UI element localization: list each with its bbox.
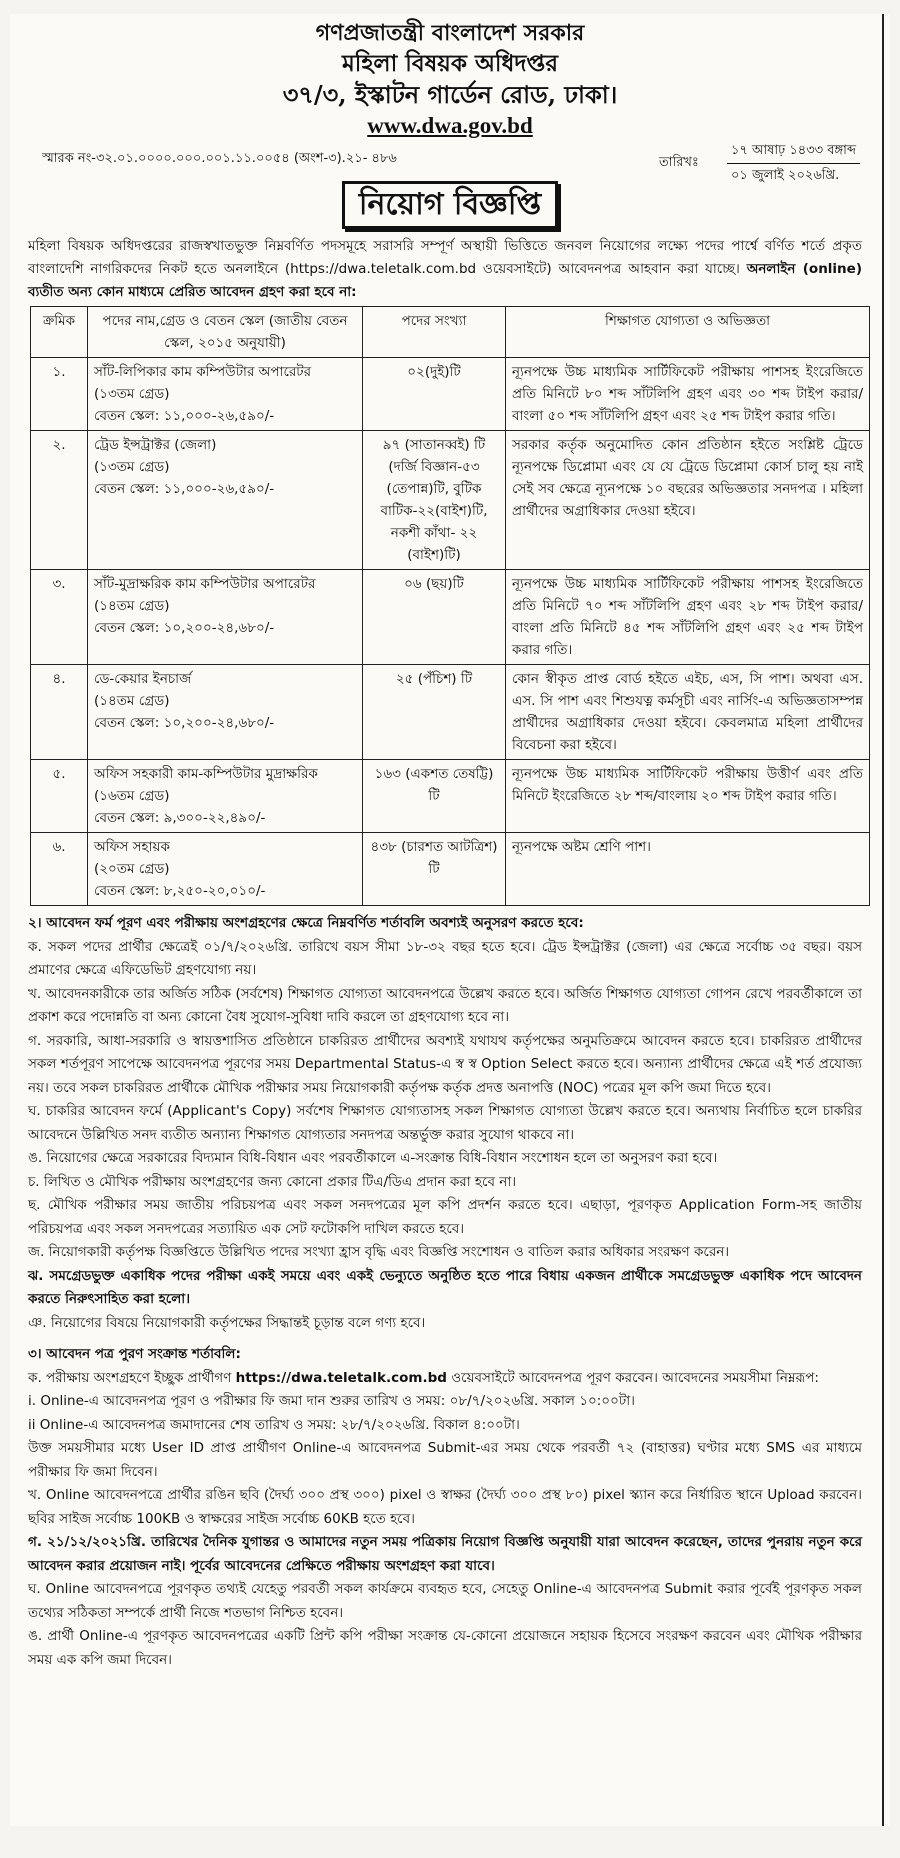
department-address: ৩৭/৩, ইস্কাটন গার্ডেন রোড, ঢাকা। — [282, 80, 618, 109]
condition-item: ঙ. নিয়োগের ক্ষেত্রে সরকারের বিদ্যমান বিধি-বিধান এবং পরবর্তীকালে এ-সংক্রান্ত বিধি-বিধান সংশোধন হলে তা অনুসরণ করা হবে। — [28, 1150, 718, 1166]
col-post-count: পদের সংখ্যা — [363, 307, 506, 358]
row-qualification: ন্যূনপক্ষে উচ্চ মাধ্যমিক সার্টিফিকেট পরীক্ষায় পাশসহ ইংরেজিতে প্রতি মিনিটে ৮০ শব্দ সাঁটলিপি গ্রহণ এবং ৩০ শব্দ টাইপ করার/বাংলা ৫০ শব্দ সাঁটলিপি গ্রহণ এবং ২৫ শব্দ টাইপ করার গতি। — [506, 358, 870, 431]
row-serial: ২. — [31, 431, 88, 570]
table-header-row — [31, 307, 870, 358]
post-name: সাঁট-লিপিকার কাম কম্পিউটার অপারেটর — [94, 364, 312, 380]
post-name: অফিস সহকারী কাম-কম্পিউটার মুদ্রাক্ষরিক — [94, 766, 318, 782]
item-k-text: ক. পরীক্ষায় অংশগ্রহণে ইচ্ছুক প্রার্থীগণ — [28, 1369, 232, 1386]
row-post — [88, 431, 363, 570]
condition-item: গ. সরকারি, আধা-সরকারি ও স্বায়ত্তশাসিত প্রতিষ্ঠানে চাকরিরত প্রার্থীদের অবশ্যই যথাযথ কর্তৃপক্ষের অনুমতিক্রমে আবেদন করতে হবে। চাকরিরত প্রার্থীদের সকল শর্তপূরণ সাপেক্ষে আবেদনপত্র পূরণের সময় Departmental Status-এ স্ব স্ব Option Select করতে হবে। অন্যান্য প্রার্থীদের ক্ষেত্রে এই শর্ত প্রযোজ্য নয়। তবে সকল চাকরিরত প্রার্থীকে মৌখিক পরীক্ষার সময় নিয়োগকারী কর্তৃপক্ষ কর্তৃক প্রদত্ত অনাপত্তি (NOC) পত্রের মূল কপি জমা দিতে হবে। — [28, 1032, 862, 1096]
header — [10, 14, 890, 141]
row-count: ৯৭ (সাতানব্বই) টি (দর্জি বিজ্ঞান-৫৩ (তেপান্ন)টি, বুটিক বাটিক-২২(বাইশ)টি, নকশী কাঁথা- ২২ (বাইশ)টি) — [363, 431, 506, 570]
section-3 — [10, 1343, 890, 1672]
condition-item: ঘ. চাকরির আবেদন ফর্মে (Applicant's Copy) সর্বশেষ শিক্ষাগত যোগ্যতাসহ সকল শিক্ষাগত যোগ্যতা উল্লেখ করতে হবে। অন্যথায় নির্বাচিত হলে চাকরির আবেদনে উল্লিখিত সনদ ব্যতীত অন্যান্য শিক্ষাগত যোগ্যতার সনদপত্র অন্তর্ভুক্ত করার সুযোগ থাকবে না। — [28, 1103, 862, 1143]
row-qualification: ন্যূনপক্ষে উচ্চ মাধ্যমিক সার্টিফিকেট পরীক্ষায় পাশসহ ইংরেজিতে প্রতি মিনিটে ৭০ শব্দ সাঁটলিপি গ্রহণ এবং ২৮ শব্দ টাইপ করার/বাংলা প্রতি মিনিটে ৪৫ শব্দ সাঁটলিপি গ্রহণ এবং ২৫ শব্দ টাইপ করার গতি। — [506, 570, 870, 665]
intro-paragraph — [10, 229, 890, 304]
condition-item-bold: ঝ. সমগ্রেডভুক্ত একাধিক পদের পরীক্ষা একই সময়ে এবং একই ভেন্যুতে অনুষ্ঠিত হতে পারে বিধায় একজন প্রার্থীকে সমগ্রেডভুক্ত একাধিক পদে আবেদন করতে নিরুৎসাহিত করা হলো। — [28, 1267, 862, 1307]
date-gregorian: ০১ জুলাই ২০২৬খ্রি. — [730, 168, 840, 183]
department-name: মহিলা বিষয়ক অধিদপ্তর — [342, 50, 558, 77]
date-bangla: ১৭ আষাঢ় ১৪৩৩ বঙ্গাব্দ — [727, 141, 860, 164]
row-serial: ১. — [31, 358, 88, 431]
memo-row — [10, 141, 890, 197]
post-scale: বেতন স্কেল: ৮,২৫০-২০,০১০/- — [94, 883, 266, 899]
table-row — [31, 665, 870, 760]
item-k-text-rest: ওয়েবসাইটে আবেদনপত্র পূরণ করবেন। আবেদনের সময়সীমা নিম্নরূপ: — [451, 1369, 819, 1386]
table-row — [31, 570, 870, 665]
post-grade: (২০তম গ্রেড) — [94, 861, 170, 877]
memo-number: স্মারক নং-৩২.০১.০০০০.০০০.০০১.১১.০০৫৪ (অংশ-৩).২১- ৪৮৬ — [42, 151, 397, 166]
intro-bold-note: অনলাইন (online) ব্যতীত অন্য কোন মাধ্যমে প্রেরিত আবেদন গ্রহণ করা হবে না: — [28, 261, 862, 300]
row-qualification: ন্যূনপক্ষে উচ্চ মাধ্যমিক সার্টিফিকেট পরীক্ষায় উত্তীর্ণ এবং প্রতি মিনিটে ইংরেজিতে ২৮ শব্দ/বাংলায় ২০ শব্দ টাইপ করার গতি। — [506, 760, 870, 833]
application-start-date: i. Online-এ আবেদনপত্র পূরণ ও পরীক্ষার ফি জমা দান শুরুর তারিখ ও সময়: ০৮/৭/২০২৬খ্রি. সকাল ১০:০০টা। — [28, 1393, 635, 1409]
table-row — [31, 431, 870, 570]
application-end-date: ii Online-এ আবেদনপত্র জমাদানের শেষ তারিখ ও সময়: ২৮/৭/২০২৬খ্রি. বিকাল ৪:০০টা। — [28, 1416, 520, 1433]
posts-table — [30, 306, 870, 906]
post-name: ট্রেড ইন্সট্রাক্টর (জেলা) — [94, 437, 217, 453]
section-2-heading: ২। আবেদন ফর্ম পূরণ এবং পরীক্ষায় অংশগ্রহণের ক্ষেত্রে নিম্নবর্ণিত শর্তাবলি অবশ্যই অনুসরণ করতে হবে: — [28, 915, 584, 931]
row-qualification: ন্যূনপক্ষে অষ্টম শ্রেণি পাশ। — [506, 833, 870, 906]
table-row — [31, 358, 870, 431]
row-post — [88, 358, 363, 431]
row-post — [88, 760, 363, 833]
application-item-k — [28, 1367, 862, 1391]
row-qualification: কোন স্বীকৃত প্রাপ্ত বোর্ড হইতে এইচ, এস, সি পাশ। অথবা এস. এস. সি পাশ এবং শিশুযত্ন কর্মসূচী এবং নার্সিং-এ অভিজ্ঞতাসম্পন্ন প্রার্থীদের অগ্রাধিকার দেওয়া হইবে। কেবলমাত্র মহিলা প্রার্থীদের বিবেচনা করা হইবে। — [506, 665, 870, 760]
col-post-name: পদের নাম,গ্রেড ও বেতন স্কেল (জাতীয় বেতন স্কেল, ২০১৫ অনুযায়ী) — [88, 307, 363, 358]
row-post — [88, 833, 363, 906]
notice-title: নিয়োগ বিজ্ঞপ্তি — [342, 181, 558, 229]
row-count: ০৬ (ছয়)টি — [363, 570, 506, 665]
application-item-g: গ. ২১/১২/২০২১খ্রি. তারিখের দৈনিক যুগান্তর ও আমাদের নতুন সময় পত্রিকায় নিয়োগ বিজ্ঞপ্তি অনুযায়ী যারা আবেদন করেছেন, তাদের পুনরায় নতুন করে আবেদন করার প্রয়োজন নাই। পূর্বের আবেদনের প্রেক্ষিতে পরীক্ষায় অংশগ্রহণ করা যাবে। — [28, 1534, 862, 1574]
condition-item: ক. সকল পদের প্রার্থীর ক্ষেত্রেই ০১/৭/২০২৬খ্রি. তারিখে বয়স সীমা ১৮-৩২ বছর হতে হবে। ট্রেড ইন্সট্রাক্টর (জেলা) এর ক্ষেত্রে সর্বোচ্চ ৩৫ বছর। বয়স প্রমাণের ক্ষেত্রে এফিডেভিট গ্রহণযোগ্য নয়। — [28, 938, 862, 978]
post-scale: বেতন স্কেল: ৯,৩০০-২২,৪৯০/- — [94, 810, 266, 826]
post-scale: বেতন স্কেল: ১১,০০০-২৬,৫৯০/- — [94, 408, 275, 424]
post-grade: (১৩তম গ্রেড) — [94, 459, 170, 475]
row-serial: ৬. — [31, 833, 88, 906]
row-count: ২৫ (পঁচিশ) টি — [363, 665, 506, 760]
application-item-ng: ঙ. প্রার্থী Online-এ পূরণকৃত আবেদনপত্রের একটি প্রিন্ট কপি পরীক্ষা সংক্রান্ত যে-কোনো প্রয়োজনে সহায়ক হিসেবে সংরক্ষণ করবেন এবং মৌখিক পরীক্ষার সময় এক কপি জমা দিবেন। — [28, 1628, 862, 1668]
website-link[interactable]: www.dwa.gov.bd — [367, 113, 533, 138]
post-name: ডে-কেয়ার ইনচার্জ — [94, 671, 192, 687]
section-3-heading: ৩। আবেদন পত্র পুরণ সংক্রান্ত শর্তাবলি: — [28, 1346, 241, 1362]
table-row — [31, 760, 870, 833]
post-grade: (১৪তম গ্রেড) — [94, 693, 170, 709]
row-count: ১৬৩ (একশত তেষট্টি) টি — [363, 760, 506, 833]
fee-instruction: উক্ত সময়সীমার মধ্যে User ID প্রাপ্ত প্রার্থীগণ Online-এ আবেদনপত্র Submit-এর সময় থেকে পরবর্তী ৭২ (বাহাত্তর) ঘণ্টার মধ্যে SMS এর মাধ্যমে পরীক্ষার ফি জমা দিবেন। — [28, 1440, 862, 1480]
date-box — [658, 141, 860, 187]
post-grade: (১৩তম গ্রেড) — [94, 386, 170, 402]
application-item-gh: ঘ. Online আবেদনপত্রে পূরণকৃত তথ্যই যেহেতু পরবর্তী সকল কার্যক্রমে ব্যবহৃত হবে, সেহেতু Online-এ আবেদনপত্র Submit করার পূর্বেই পূরণকৃত সকল তথ্যের সঠিকতা সম্পর্কে প্রার্থী নিজে শতভাগ নিশ্চিত হবেন। — [28, 1581, 862, 1621]
notice-page — [10, 14, 890, 1826]
condition-item: ছ. মৌখিক পরীক্ষার সময় জাতীয় পরিচয়পত্র এবং সকল সনদপত্রের মূল কপি প্রদর্শন করতে হবে। এছাড়া, পূরণকৃত Application Form-সহ জাতীয় পরিচয়পত্র এবং সকল সনদপত্রের সত্যায়িত এক সেট ফটোকপি দাখিল করতে হবে। — [28, 1197, 862, 1237]
application-item-kh: খ. Online আবেদনপত্রে প্রার্থীর রঙিন ছবি (দৈর্ঘ্য ৩০০ প্রস্থ ৩০০) pixel ও স্বাক্ষর (দৈর্ঘ্য ৩০০ প্রস্থ ৮০) pixel স্ক্যান করে নির্ধারিত স্থানে Upload করবেন। ছবির সাইজ সর্বোচ্চ 100KB ও স্বাক্ষরের সাইজ সর্বোচ্চ 60KB হতে হবে। — [28, 1487, 862, 1527]
row-qualification: সরকার কর্তৃক অনুমোদিত কোন প্রতিষ্ঠান হইতে সংশ্লিষ্ট ট্রেডে ন্যূনপক্ষে ডিপ্লোমা এবং যে যে ট্রেডে ডিপ্লোমা কোর্স চালু হয় নাই সেই সব ক্ষেত্রে ন্যূনপক্ষে ১০ বছরের অভিজ্ঞতার সনদপত্র । মহিলা প্রার্থীদের অগ্রাধিকার দেওয়া হইবে। — [506, 431, 870, 570]
date-label: তারিখঃ — [658, 155, 699, 170]
page-border-line — [882, 14, 884, 1826]
row-count: ৪৩৮ (চারশত আটত্রিশ) টি — [363, 833, 506, 906]
row-post — [88, 570, 363, 665]
row-serial: ৪. — [31, 665, 88, 760]
post-grade: (১৪তম গ্রেড) — [94, 598, 170, 614]
post-name: অফিস সহায়ক — [94, 839, 170, 855]
table-row — [31, 833, 870, 906]
post-grade: (১৬তম গ্রেড) — [94, 788, 170, 804]
condition-item: ঞ. নিয়োগের বিষয়ে নিয়োগকারী কর্তৃপক্ষের সিদ্ধান্তই চূড়ান্ত বলে গণ্য হবে। — [28, 1314, 426, 1331]
post-scale: বেতন স্কেল: ১০,২০০-২৪,৬৮০/- — [94, 620, 275, 636]
col-serial: ক্রমিক — [31, 307, 88, 358]
section-2 — [10, 912, 890, 1335]
col-qualification: শিক্ষাগত যোগ্যতা ও অভিজ্ঞতা — [506, 307, 870, 358]
post-scale: বেতন স্কেল: ১০,২০০-২৪,৬৮০/- — [94, 715, 275, 731]
condition-item: চ. লিখিত ও মৌখিক পরীক্ষায় অংশগ্রহণের জন্য কোনো প্রকার টিএ/ডিএ প্রদান করা হবে না। — [28, 1173, 517, 1190]
row-serial: ৩. — [31, 570, 88, 665]
intro-text: মহিলা বিষয়ক অধিদপ্তরের রাজস্বখাতভুক্ত নিম্নবর্ণিত পদসমূহে সরাসরি সম্পূর্ণ অস্থায়ী ভিত্তিতে জনবল নিয়োগের লক্ষ্যে পদের পার্শ্বে বর্ণিত শর্তে প্রকৃত বাংলাদেশি নাগরিকদের নিকট হতে অনলাইনে (https://dwa.teletalk.com.bd ওয়েবসাইটে) আবেদনপত্র আহবান করা যাচ্ছে। — [28, 238, 862, 277]
condition-item: খ. আবেদনকারীকে তার অর্জিত সঠিক (সর্বশেষ) শিক্ষাগত যোগ্যতা আবেদনপত্রে উল্লেখ করতে হবে। অর্জিত শিক্ষাগত যোগ্যতা গোপন রেখে পরবর্তীকালে তা প্রকাশ করে পদোন্নতি বা অন্য কোনো বৈধ সুযোগ-সুবিধা দাবি করলে তা গ্রহণযোগ্য হবে না। — [28, 985, 862, 1025]
govt-name: গণপ্রজাতন্ত্রী বাংলাদেশ সরকার — [315, 20, 585, 46]
post-scale: বেতন স্কেল: ১১,০০০-২৬,৫৯০/- — [94, 481, 275, 497]
application-link[interactable]: https://dwa.teletalk.com.bd — [235, 1369, 447, 1386]
row-count: ০২(দুই)টি — [363, 358, 506, 431]
row-post — [88, 665, 363, 760]
condition-item: জ. নিয়োগকারী কর্তৃপক্ষ বিজ্ঞপ্তিতে উল্লিখিত পদের সংখ্যা হ্রাস বৃদ্ধি এবং বিজ্ঞপ্তি সংশোধন ও বাতিল করার অধিকার সংরক্ষণ করেন। — [28, 1244, 730, 1260]
row-serial: ৫. — [31, 760, 88, 833]
post-name: সাঁট-মুদ্রাক্ষরিক কাম কম্পিউটার অপারেটর — [94, 576, 316, 592]
